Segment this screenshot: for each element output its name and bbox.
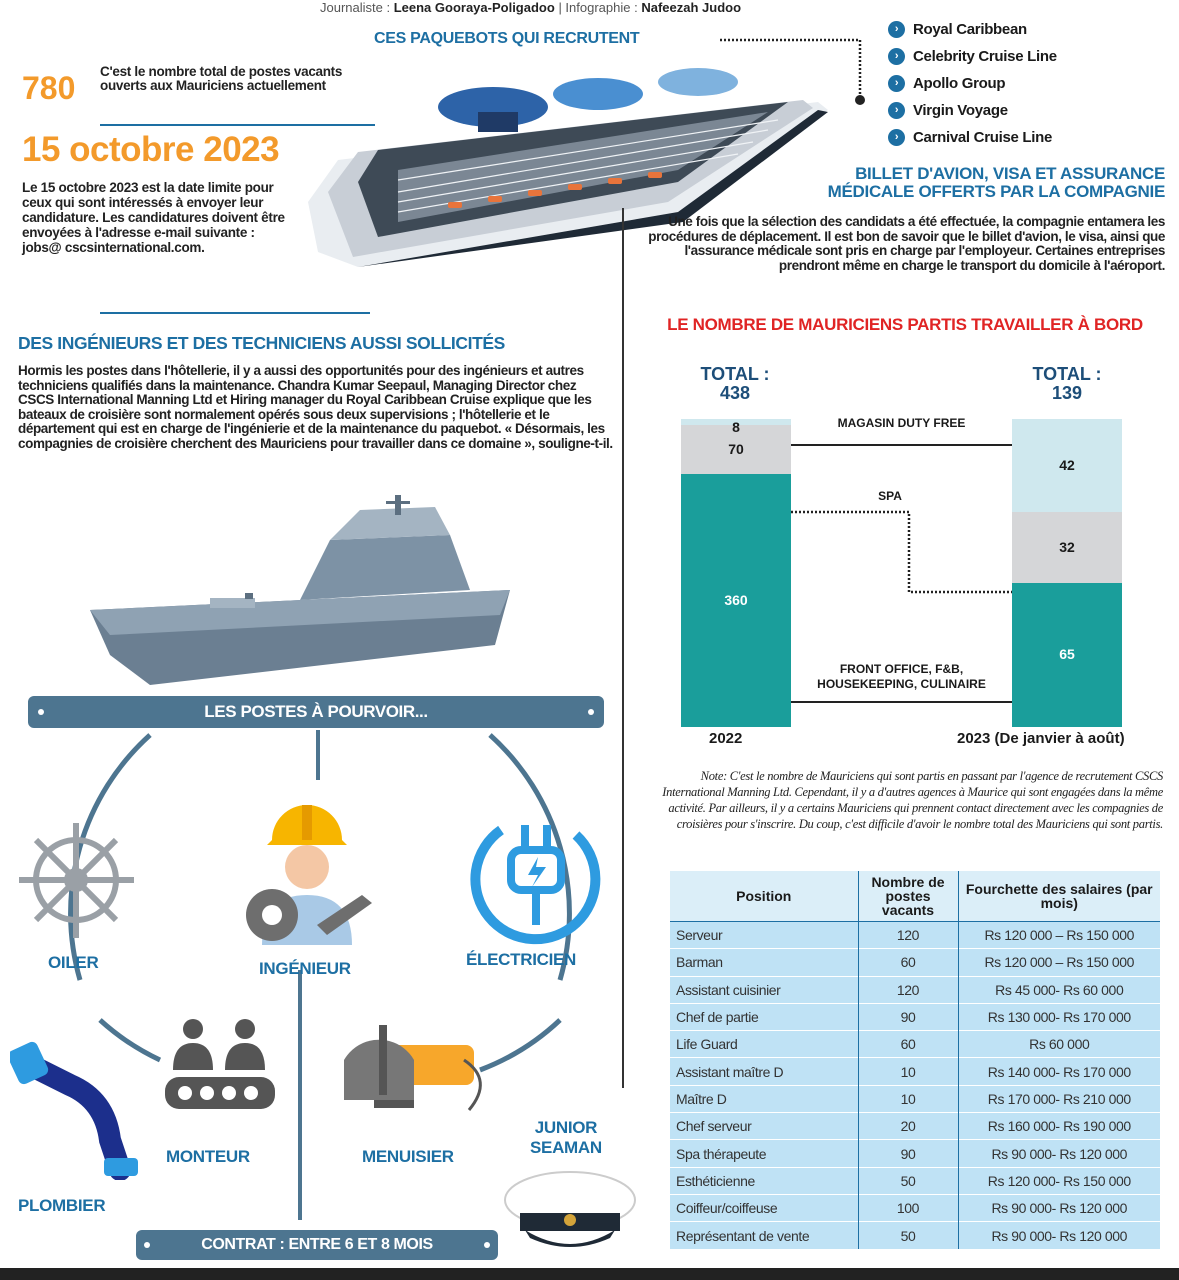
bar-segment: [1012, 419, 1122, 512]
engineers-title: DES INGÉNIEURS ET DES TECHNICIENS AUSSI SOLLICITÉS: [18, 333, 505, 353]
table-cell: Rs 120 000 – Rs 150 000: [958, 949, 1160, 976]
table-cell: Life Guard: [670, 1031, 858, 1058]
vertical-divider: [622, 208, 624, 1088]
credit-line: Journaliste : Leena Gooraya-Poligadoo | Infographie : Nafeezah Judoo: [320, 0, 742, 15]
table-cell: Assistant cuisinier: [670, 976, 858, 1003]
column-header: Nombre de postes vacants: [858, 871, 958, 922]
billet-text: Une fois que la sélection des candidats a été effectuée, la compagnie entamera les procédures de déplacement. Il est bon de savoir que le billet d'avion, le visa, ainsi que l'assurance médicale sont pris en charge par l'employeur. Certaines entreprises prendront même en charge le transport du domicile à l'aéroport.: [648, 214, 1165, 273]
table-row: [670, 1194, 1160, 1221]
table-cell: Rs 45 000- Rs 60 000: [958, 976, 1160, 1003]
chart-title: LE NOMBRE DE MAURICIENS PARTIS TRAVAILLER À BORD: [667, 315, 1143, 334]
table-row: [670, 922, 1160, 949]
table-cell: Rs 130 000- Rs 170 000: [958, 1003, 1160, 1030]
job-label-menuisier: MENUISIER: [362, 1147, 454, 1166]
table-cell: Serveur: [670, 922, 858, 949]
list-item: › Carnival Cruise Line: [888, 124, 1057, 151]
table-cell: 120: [858, 922, 958, 949]
table-cell: Rs 160 000- Rs 190 000: [958, 1113, 1160, 1140]
captain-hat-icon: [500, 1168, 640, 1258]
x-label-2022: 2022: [709, 730, 743, 747]
total-2023: TOTAL : 139: [1032, 364, 1102, 403]
bar-segment: [681, 474, 791, 727]
table-cell: Rs 60 000: [958, 1031, 1160, 1058]
billet-title: BILLET D'AVION, VISA ET ASSURANCE MÉDICALE OFFERTS PAR LA COMPAGNIE: [827, 164, 1165, 201]
series-label-duty-free: MAGASIN DUTY FREE: [837, 416, 966, 430]
vacancies-text: C'est le nombre total de postes vacants ouverts aux Mauriciens actuellement: [100, 64, 343, 93]
bar-segment: [1012, 583, 1122, 727]
job-label-oiler: OILER: [48, 953, 99, 972]
table-row: [670, 1003, 1160, 1030]
table-cell: Rs 140 000- Rs 170 000: [958, 1058, 1160, 1085]
data-label: 8: [732, 419, 740, 435]
chart-note: Note: C'est le nombre de Mauriciens qui sont partis en passant par l'agence de recrutement CSCS International Manning Ltd. Cependant, il y a d'autres agences à Maurice qui sont engagées dans la même activité. Par ailleurs, il y a certains Mauriciens qui prennent contact directement avec les compagnies de croisières pour s'inscrire. Du coup, c'est difficile d'avoir le nombre total des Mauriciens qui sont partis.: [662, 769, 1163, 831]
table-cell: 10: [858, 1085, 958, 1112]
table-cell: Chef de partie: [670, 1003, 858, 1030]
plug-icon: [466, 805, 606, 945]
table-cell: Rs 90 000- Rs 120 000: [958, 1140, 1160, 1167]
table-cell: 90: [858, 1140, 958, 1167]
chevron-right-icon: ›: [888, 102, 905, 119]
table-cell: Chef serveur: [670, 1113, 858, 1140]
table-cell: Assistant maître D: [670, 1058, 858, 1085]
table-cell: Coiffeur/coiffeuse: [670, 1194, 858, 1221]
table-cell: 10: [858, 1058, 958, 1085]
table-cell: 100: [858, 1194, 958, 1221]
contract-banner: CONTRAT : ENTRE 6 ET 8 MOIS: [136, 1230, 498, 1260]
table-row: [670, 1058, 1160, 1085]
table-row: [670, 1140, 1160, 1167]
table-cell: Rs 170 000- Rs 210 000: [958, 1085, 1160, 1112]
company-list: [888, 16, 1057, 151]
deadline-date: 15 octobre 2023: [22, 130, 280, 169]
table-cell: Barman: [670, 949, 858, 976]
series-label-front-office: FRONT OFFICE, F&B, HOUSEKEEPING, CULINAIRE: [817, 662, 986, 691]
jobs-banner: LES POSTES À POURVOIR...: [28, 696, 604, 728]
pipe-icon: [10, 1040, 140, 1180]
job-label-plombier: PLOMBIER: [18, 1196, 106, 1215]
column-header: Fourchette des salaires (par mois): [958, 871, 1160, 922]
table-row: [670, 949, 1160, 976]
table-cell: 90: [858, 1003, 958, 1030]
bar-segment: [1012, 512, 1122, 583]
table-cell: 20: [858, 1113, 958, 1140]
positions-table: [670, 871, 1160, 1249]
chevron-right-icon: ›: [888, 48, 905, 65]
bar-2022: [681, 419, 791, 727]
table-row: [670, 1222, 1160, 1249]
table-cell: 50: [858, 1167, 958, 1194]
engineers-text: Hormis les postes dans l'hôtellerie, il y a aussi des opportunités pour des ingénieurs et autres techniciens qualifiés dans la maintenance. Chandra Kumar Seepaul, Managing Director chez CSCS International Manning Ltd et Hiring manager du Royal Caribbean Cruise explique que les bateaux de croisière sont normalement opérés sous deux supervisions ; l'hôtellerie et le département qui est en charge de l'ingénierie et de la maintenance du paquebot. « Désormais, les compagnies de croisière cherchent des Mauriciens pour travailler dans ce domaine », souligne-t-il.: [18, 363, 613, 451]
table-row: [670, 1167, 1160, 1194]
bar-segment: [681, 419, 791, 435]
data-label: 360: [724, 591, 748, 608]
ships-section-title: CES PAQUEBOTS QUI RECRUTENT: [374, 30, 640, 47]
table-row: [670, 1113, 1160, 1140]
table-cell: 50: [858, 1222, 958, 1249]
chevron-right-icon: ›: [888, 129, 905, 146]
list-item: › Apollo Group: [888, 70, 1057, 97]
deadline-text: Le 15 octobre 2023 est la date limite pour ceux qui sont intéressés à envoyer leur candidature. Les candidatures doivent être envoyées à l'adresse e-mail suivante : jobs@ cscsinternational.com.: [22, 180, 285, 255]
table-cell: Esthéticienne: [670, 1167, 858, 1194]
column-header: Position: [670, 871, 858, 922]
job-label-electricien: ÉLECTRICIEN: [466, 950, 577, 969]
bottom-bar: [0, 1268, 1179, 1280]
table-cell: Rs 90 000- Rs 120 000: [958, 1222, 1160, 1249]
engineer-icon: [232, 795, 382, 955]
bar-2023: [1012, 419, 1122, 727]
data-label: 70: [728, 440, 744, 457]
list-item: › Virgin Voyage: [888, 97, 1057, 124]
list-item: › Celebrity Cruise Line: [888, 43, 1057, 70]
x-label-2023: 2023 (De janvier à août): [957, 730, 1125, 747]
data-label: 42: [1059, 456, 1075, 473]
table-cell: Spa thérapeute: [670, 1140, 858, 1167]
table-cell: Rs 120 000- Rs 150 000: [958, 1167, 1160, 1194]
list-item: › Royal Caribbean: [888, 16, 1057, 43]
infographer-name: Nafeezah Judoo: [641, 0, 742, 15]
chevron-right-icon: ›: [888, 75, 905, 92]
chevron-right-icon: ›: [888, 21, 905, 38]
table-cell: 120: [858, 976, 958, 1003]
job-label-junior-seaman: JUNIOR SEAMAN: [530, 1118, 602, 1157]
data-label: 32: [1059, 538, 1075, 555]
divider: [100, 124, 375, 126]
table-row: [670, 976, 1160, 1003]
table-row: [670, 1085, 1160, 1112]
warship-illustration: [90, 495, 510, 695]
job-label-monteur: MONTEUR: [166, 1147, 250, 1166]
journalist-name: Leena Gooraya-Poligadoo: [393, 0, 555, 15]
total-2022: TOTAL : 438: [700, 364, 770, 403]
table-cell: 60: [858, 1031, 958, 1058]
table-cell: Rs 90 000- Rs 120 000: [958, 1194, 1160, 1221]
table-cell: Rs 120 000 – Rs 150 000: [958, 922, 1160, 949]
data-label: 65: [1059, 646, 1075, 662]
table-cell: 60: [858, 949, 958, 976]
table-cell: Représentant de vente: [670, 1222, 858, 1249]
divider: [100, 312, 370, 314]
table-row: [670, 1031, 1160, 1058]
assembly-workers-icon: [165, 1015, 275, 1110]
saw-icon: [344, 1020, 494, 1115]
table-cell: Maître D: [670, 1085, 858, 1112]
vacancies-count: 780: [22, 70, 76, 106]
ship-wheel-icon: [14, 818, 139, 943]
series-label-spa: SPA: [878, 489, 902, 503]
job-label-ingenieur: INGÉNIEUR: [259, 959, 351, 978]
